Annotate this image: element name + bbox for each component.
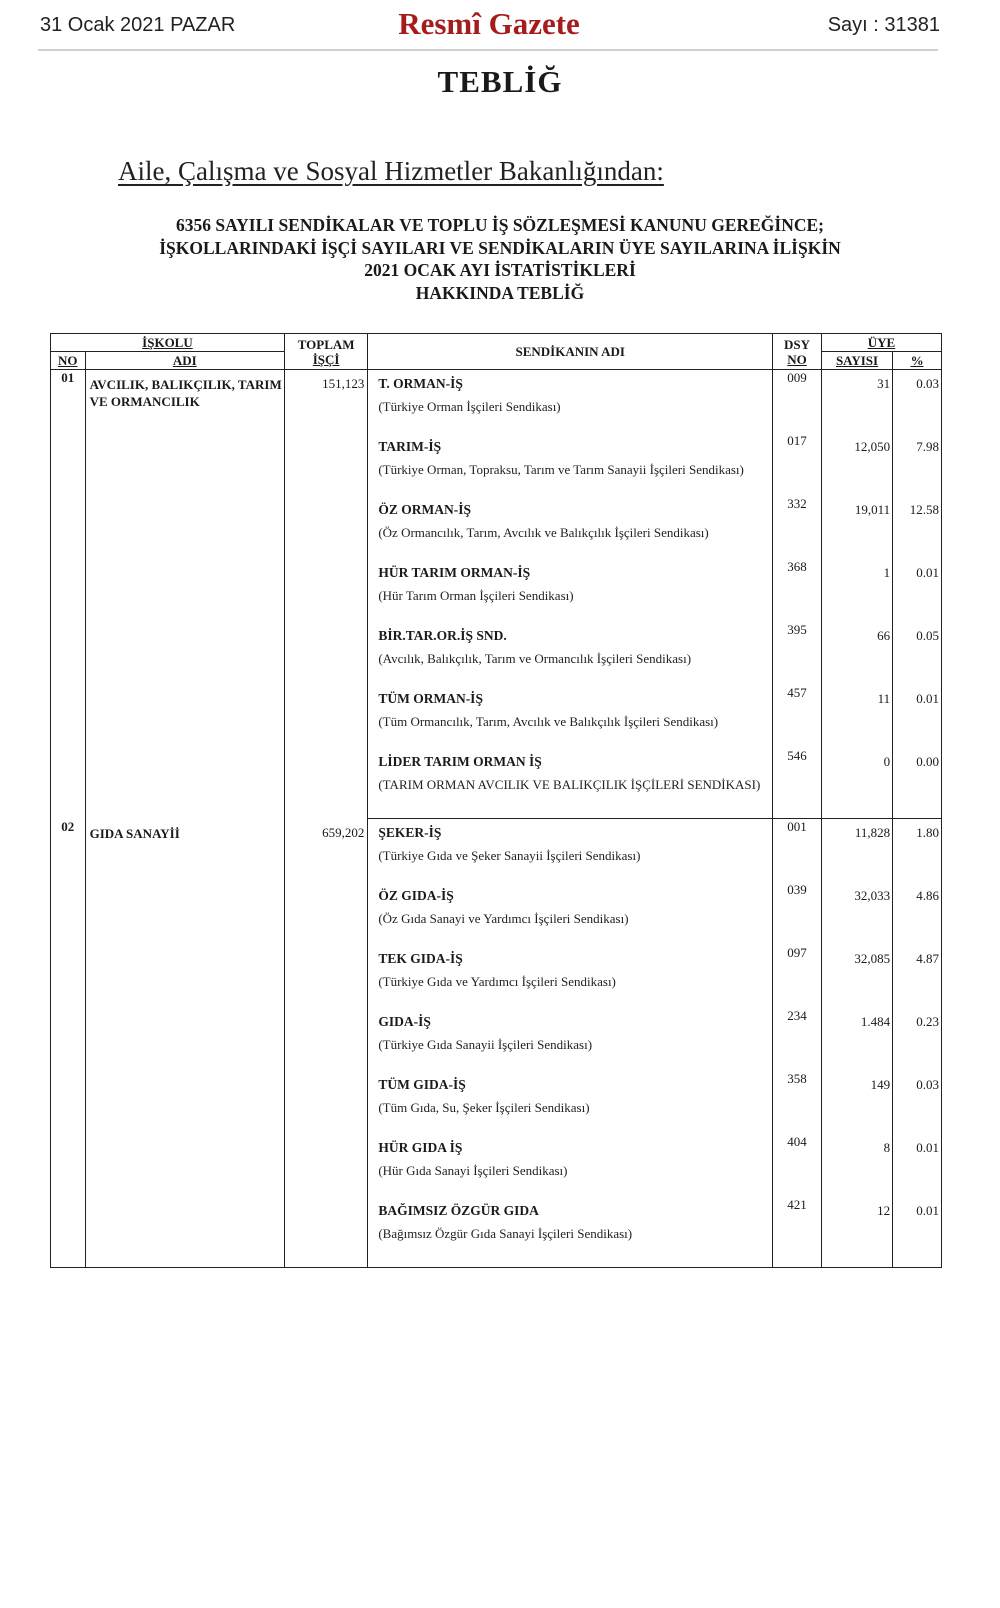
- union-full-name: (Türkiye Gıda Sanayii İşçileri Sendikası): [378, 1037, 593, 1052]
- union-dsy-no: 395: [773, 622, 822, 685]
- union-dsy-no: 358: [773, 1071, 822, 1134]
- union-cell: [368, 1134, 773, 1197]
- union-dsy-no: 404: [773, 1134, 822, 1197]
- table-row: [51, 370, 942, 434]
- union-member-percent: 0.01: [893, 559, 942, 622]
- table-header: [51, 334, 942, 370]
- union-member-count: 19,011: [821, 496, 892, 559]
- union-full-name: (Bağımsız Özgür Gıda Sanayi İşçileri Sendikası): [378, 1226, 633, 1241]
- union-full-name: (TARIM ORMAN AVCILIK VE BALIKÇILIK İŞÇİLERİ SENDİKASI): [378, 777, 761, 792]
- gazette-header: [38, 8, 940, 48]
- union-dsy-no: 368: [773, 559, 822, 622]
- union-cell: [368, 1071, 773, 1134]
- union-dsy-no: 457: [773, 685, 822, 748]
- union-member-count: 8: [821, 1134, 892, 1197]
- header-adi: ADI: [85, 352, 284, 370]
- union-short-name: ŞEKER-İŞ: [378, 825, 442, 840]
- union-member-count: 31: [821, 370, 892, 434]
- union-statistics-table: [50, 333, 942, 1268]
- union-member-percent: 1.80: [893, 819, 942, 883]
- union-cell: [368, 433, 773, 496]
- union-member-percent: 0.03: [893, 1071, 942, 1134]
- union-full-name: (Türkiye Gıda ve Şeker Sanayii İşçileri Sendikası): [378, 848, 641, 863]
- union-dsy-no: 421: [773, 1197, 822, 1268]
- document-type: TEBLİĞ: [437, 64, 563, 99]
- union-cell: [368, 748, 773, 819]
- union-dsy-no: 039: [773, 882, 822, 945]
- union-full-name: (Öz Gıda Sanayi ve Yardımcı İşçileri Sendikası): [378, 911, 629, 926]
- union-cell: [368, 559, 773, 622]
- union-short-name: ÖZ ORMAN-İŞ: [378, 502, 471, 517]
- union-full-name: (Türkiye Gıda ve Yardımcı İşçileri Sendikası): [378, 974, 616, 989]
- header-members: ÜYE: [821, 334, 941, 352]
- header-union-name: SENDİKANIN ADI: [368, 334, 773, 370]
- union-full-name: (Avcılık, Balıkçılık, Tarım ve Ormancılık İşçileri Sendikası): [378, 651, 692, 666]
- header-no: NO: [51, 352, 86, 370]
- union-member-percent: 4.87: [893, 945, 942, 1008]
- union-full-name: (Türkiye Orman İşçileri Sendikası): [378, 399, 561, 414]
- sector-name: GIDA SANAYİİ: [85, 819, 284, 1268]
- union-member-count: 1.484: [821, 1008, 892, 1071]
- union-member-percent: 0.01: [893, 1134, 942, 1197]
- union-member-percent: 0.03: [893, 370, 942, 434]
- union-member-count: 66: [821, 622, 892, 685]
- union-short-name: BAĞIMSIZ ÖZGÜR GIDA: [378, 1203, 539, 1218]
- heading-line: İŞKOLLARINDAKİ İŞÇİ SAYILARI VE SENDİKALARIN ÜYE SAYILARINA İLİŞKİN: [159, 237, 841, 258]
- sector-number: 02: [51, 819, 86, 1268]
- union-cell: [368, 882, 773, 945]
- union-member-count: 149: [821, 1071, 892, 1134]
- header-dsy-no: DSY NO: [773, 334, 822, 370]
- union-short-name: HÜR GIDA İŞ: [378, 1140, 463, 1155]
- union-short-name: HÜR TARIM ORMAN-İŞ: [378, 565, 531, 580]
- header-total-workers: TOPLAM İŞÇİ: [284, 334, 367, 370]
- table-row: [51, 819, 942, 883]
- union-member-count: 11,828: [821, 819, 892, 883]
- union-full-name: (Tüm Gıda, Su, Şeker İşçileri Sendikası): [378, 1100, 590, 1115]
- union-dsy-no: 009: [773, 370, 822, 434]
- publication-title: Resmî Gazete: [398, 6, 580, 41]
- union-member-percent: 12.58: [893, 496, 942, 559]
- union-member-percent: 0.01: [893, 685, 942, 748]
- union-member-percent: 0.00: [893, 748, 942, 819]
- union-member-count: 12: [821, 1197, 892, 1268]
- publication-date: 31 Ocak 2021 PAZAR: [40, 14, 236, 36]
- union-short-name: TEK GIDA-İŞ: [378, 951, 463, 966]
- union-member-count: 11: [821, 685, 892, 748]
- union-full-name: (Öz Ormancılık, Tarım, Avcılık ve Balıkçılık İşçileri Sendikası): [378, 525, 709, 540]
- union-cell: [368, 1008, 773, 1071]
- union-short-name: T. ORMAN-İŞ: [378, 376, 463, 391]
- union-cell: [368, 496, 773, 559]
- union-member-count: 1: [821, 559, 892, 622]
- heading-line: 2021 OCAK AYI İSTATİSTİKLERİ: [364, 260, 636, 280]
- union-full-name: (Hür Tarım Orman İşçileri Sendikası): [378, 588, 574, 603]
- union-dsy-no: 546: [773, 748, 822, 819]
- union-member-percent: 7.98: [893, 433, 942, 496]
- sector-total-workers: 659,202: [284, 819, 367, 1268]
- union-dsy-no: 097: [773, 945, 822, 1008]
- union-cell: [368, 945, 773, 1008]
- heading-line: HAKKINDA TEBLİĞ: [415, 282, 585, 303]
- union-full-name: (Hür Gıda Sanayi İşçileri Sendikası): [378, 1163, 568, 1178]
- union-member-percent: 4.86: [893, 882, 942, 945]
- union-dsy-no: 017: [773, 433, 822, 496]
- union-short-name: BİR.TAR.OR.İŞ SND.: [378, 628, 507, 643]
- union-cell: [368, 1197, 773, 1268]
- union-short-name: TÜM GIDA-İŞ: [378, 1077, 466, 1092]
- heading-line: 6356 SAYILI SENDİKALAR VE TOPLU İŞ SÖZLEŞMESİ KANUNU GEREĞİNCE;: [176, 215, 824, 235]
- union-short-name: GIDA-İŞ: [378, 1014, 431, 1029]
- union-dsy-no: 001: [773, 819, 822, 883]
- union-cell: [368, 685, 773, 748]
- union-member-count: 32,085: [821, 945, 892, 1008]
- union-cell: [368, 819, 773, 883]
- union-dsy-no: 234: [773, 1008, 822, 1071]
- issue-number: Sayı : 31381: [827, 14, 940, 36]
- header-member-count: SAYISI: [821, 352, 892, 370]
- union-member-percent: 0.23: [893, 1008, 942, 1071]
- union-short-name: ÖZ GIDA-İŞ: [378, 888, 454, 903]
- union-short-name: TÜM ORMAN-İŞ: [378, 691, 483, 706]
- union-cell: [368, 622, 773, 685]
- union-member-count: 0: [821, 748, 892, 819]
- sector-number: 01: [51, 370, 86, 819]
- union-short-name: TARIM-İŞ: [378, 439, 442, 454]
- document-heading: [0, 214, 1000, 304]
- union-member-percent: 0.01: [893, 1197, 942, 1268]
- header-percent: %: [893, 352, 942, 370]
- union-member-count: 32,033: [821, 882, 892, 945]
- header-divider: [38, 49, 938, 51]
- union-full-name: (Türkiye Orman, Topraksu, Tarım ve Tarım Sanayii İşçileri Sendikası): [378, 462, 744, 477]
- union-full-name: (Tüm Ormancılık, Tarım, Avcılık ve Balıkçılık İşçileri Sendikası): [378, 714, 719, 729]
- union-member-count: 12,050: [821, 433, 892, 496]
- union-dsy-no: 332: [773, 496, 822, 559]
- header-iskolu: İŞKOLU: [51, 334, 285, 352]
- union-cell: [368, 370, 773, 434]
- issuing-ministry: Aile, Çalışma ve Sosyal Hizmetler Bakanlığından:: [118, 156, 664, 186]
- sector-total-workers: 151,123: [284, 370, 367, 819]
- union-member-percent: 0.05: [893, 622, 942, 685]
- sector-name: AVCILIK, BALIKÇILIK, TARIM VE ORMANCILIK: [85, 370, 284, 819]
- union-short-name: LİDER TARIM ORMAN İŞ: [378, 754, 542, 769]
